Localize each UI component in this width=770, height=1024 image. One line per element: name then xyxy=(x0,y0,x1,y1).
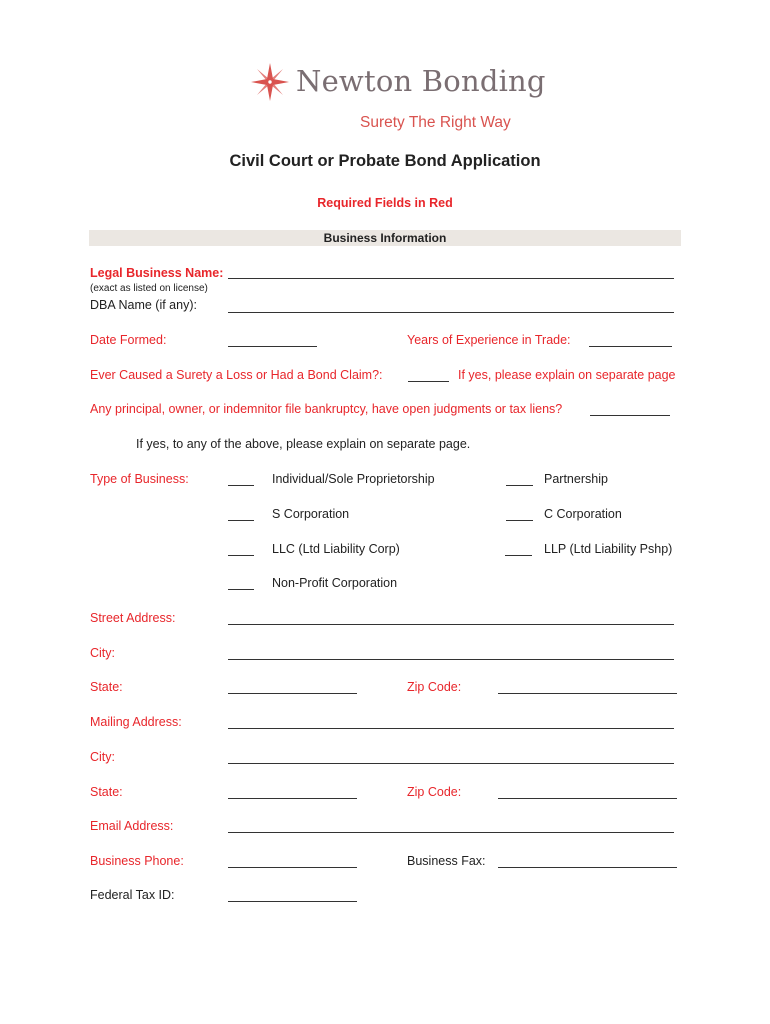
sole-proprietorship-checkbox[interactable] xyxy=(228,485,254,486)
state-field[interactable] xyxy=(228,693,357,694)
zip-code-field[interactable] xyxy=(498,693,677,694)
dba-name-label: DBA Name (if any): xyxy=(90,298,197,312)
type-of-business-label: Type of Business: xyxy=(90,472,189,486)
llc-checkbox[interactable] xyxy=(228,555,254,556)
business-fax-field[interactable] xyxy=(498,867,677,868)
street-address-field[interactable] xyxy=(228,624,674,625)
zip-code-label: Zip Code: xyxy=(407,680,462,694)
partnership-checkbox[interactable] xyxy=(506,485,533,486)
mailing-state-field[interactable] xyxy=(228,798,357,799)
required-fields-note: Required Fields in Red xyxy=(317,196,453,210)
mailing-address-field[interactable] xyxy=(228,728,674,729)
section-header-bar xyxy=(89,230,681,246)
federal-tax-id-label: Federal Tax ID: xyxy=(90,888,175,902)
legal-name-note: (exact as listed on license) xyxy=(90,283,208,294)
dba-name-field[interactable] xyxy=(228,312,674,313)
business-phone-label: Business Phone: xyxy=(90,854,184,868)
mailing-zip-code-label: Zip Code: xyxy=(407,785,462,799)
mailing-city-label: City: xyxy=(90,750,115,764)
years-experience-label: Years of Experience in Trade: xyxy=(407,333,571,347)
s-corporation-option: S Corporation xyxy=(272,507,350,521)
non-profit-checkbox[interactable] xyxy=(228,589,254,590)
mailing-city-field[interactable] xyxy=(228,763,674,764)
partnership-option: Partnership xyxy=(544,472,608,486)
surety-loss-label: Ever Caused a Surety a Loss or Had a Bond Claim?: xyxy=(90,368,383,382)
bankruptcy-answer-field[interactable] xyxy=(590,415,670,416)
mailing-zip-code-field[interactable] xyxy=(498,798,677,799)
surety-loss-field[interactable] xyxy=(408,381,449,382)
explain-separate-page-note: If yes, to any of the above, please explain on separate page. xyxy=(136,437,471,451)
email-address-label: Email Address: xyxy=(90,819,174,833)
legal-business-name-field[interactable] xyxy=(228,278,674,279)
sole-proprietorship-option: Individual/Sole Proprietorship xyxy=(272,472,435,486)
city-field[interactable] xyxy=(228,659,674,660)
surety-loss-explain-note: If yes, please explain on separate page xyxy=(458,368,676,382)
mailing-state-label: State: xyxy=(90,785,123,799)
street-address-label: Street Address: xyxy=(90,611,176,625)
s-corporation-checkbox[interactable] xyxy=(228,520,254,521)
llp-checkbox[interactable] xyxy=(505,555,532,556)
c-corporation-checkbox[interactable] xyxy=(506,520,533,521)
llc-option: LLC (Ltd Liability Corp) xyxy=(272,542,400,556)
years-experience-field[interactable] xyxy=(589,346,672,347)
llp-option: LLP (Ltd Liability Pshp) xyxy=(544,542,673,556)
compass-rose-icon xyxy=(250,62,290,102)
legal-business-name-label: Legal Business Name: xyxy=(90,266,224,280)
page-title: Civil Court or Probate Bond Application xyxy=(229,152,541,170)
state-label: State: xyxy=(90,680,123,694)
non-profit-option: Non-Profit Corporation xyxy=(272,576,398,590)
mailing-address-label: Mailing Address: xyxy=(90,715,182,729)
brand-tagline: Surety The Right Way xyxy=(360,114,511,131)
section-title: Business Information xyxy=(323,231,447,245)
c-corporation-option: C Corporation xyxy=(544,507,622,521)
email-address-field[interactable] xyxy=(228,832,674,833)
business-phone-field[interactable] xyxy=(228,867,357,868)
date-formed-label: Date Formed: xyxy=(90,333,167,347)
business-fax-label: Business Fax: xyxy=(407,854,486,868)
brand-name: Newton Bonding xyxy=(296,64,546,98)
bankruptcy-question-label: Any principal, owner, or indemnitor file bankruptcy, have open judgments or tax liens? xyxy=(90,402,563,416)
city-label: City: xyxy=(90,646,115,660)
date-formed-field[interactable] xyxy=(228,346,317,347)
federal-tax-id-field[interactable] xyxy=(228,901,357,902)
